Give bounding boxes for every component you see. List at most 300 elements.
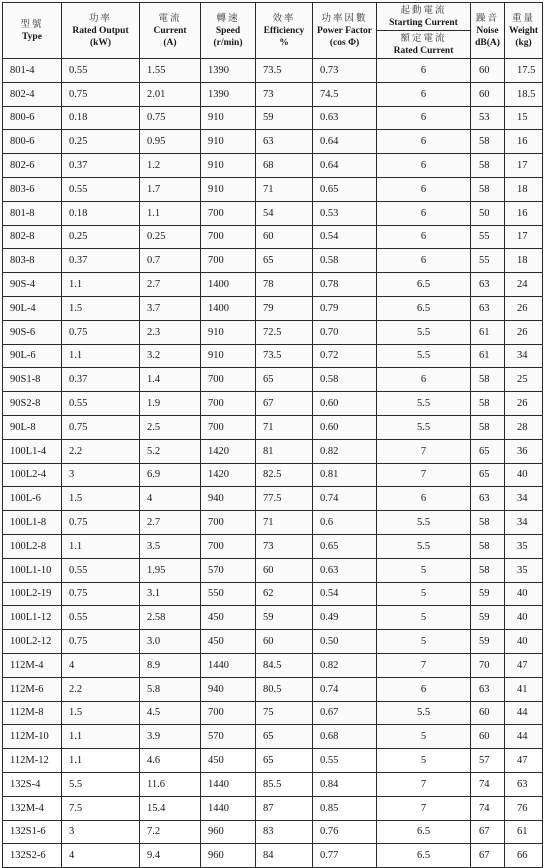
- cell-speed: 570: [201, 558, 256, 582]
- cell-noise: 58: [471, 392, 505, 416]
- cell-noise: 63: [471, 273, 505, 297]
- cell-speed: 1400: [201, 273, 256, 297]
- cell-current: 4.5: [140, 701, 201, 725]
- cell-speed: 960: [201, 820, 256, 844]
- cell-weight: 26: [505, 392, 543, 416]
- cell-efficiency: 71: [256, 511, 313, 535]
- cell-type: 90S2-8: [3, 392, 62, 416]
- cell-rated-output: 1.1: [62, 534, 140, 558]
- cell-current: 1.9: [140, 392, 201, 416]
- cell-rated-output: 0.18: [62, 201, 140, 225]
- cell-power-factor: 0.55: [313, 749, 377, 773]
- table-row: [3, 130, 543, 154]
- table-row: [3, 558, 543, 582]
- table-row: [3, 677, 543, 701]
- cell-speed: 1420: [201, 439, 256, 463]
- table-row: [3, 225, 543, 249]
- cell-rated-output: 3: [62, 820, 140, 844]
- cell-weight: 35: [505, 534, 543, 558]
- cell-current: 0.25: [140, 225, 201, 249]
- cell-weight: 63: [505, 772, 543, 796]
- cell-speed: 910: [201, 154, 256, 178]
- cell-current: 3.5: [140, 534, 201, 558]
- cell-rated-output: 1.5: [62, 487, 140, 511]
- cell-type: 112M-4: [3, 653, 62, 677]
- cell-efficiency: 77.5: [256, 487, 313, 511]
- cell-efficiency: 85.5: [256, 772, 313, 796]
- cell-current: 3.2: [140, 344, 201, 368]
- cell-starting-current: 6: [377, 487, 471, 511]
- cell-noise: 60: [471, 701, 505, 725]
- cell-type: 100L1-4: [3, 439, 62, 463]
- cell-speed: 1420: [201, 463, 256, 487]
- table-row: [3, 653, 543, 677]
- cell-starting-current: 6: [377, 59, 471, 83]
- cell-starting-current: 5.5: [377, 392, 471, 416]
- cell-current: 2.01: [140, 82, 201, 106]
- cell-rated-output: 0.75: [62, 511, 140, 535]
- cell-weight: 16: [505, 130, 543, 154]
- cell-current: 7.2: [140, 820, 201, 844]
- cell-current: 2.7: [140, 273, 201, 297]
- cell-current: 11.6: [140, 772, 201, 796]
- table-header: [3, 3, 543, 59]
- cell-power-factor: 0.58: [313, 249, 377, 273]
- cell-speed: 910: [201, 320, 256, 344]
- cell-weight: 40: [505, 582, 543, 606]
- cell-type: 132S-4: [3, 772, 62, 796]
- cell-noise: 61: [471, 344, 505, 368]
- table-row: [3, 439, 543, 463]
- table-row: [3, 59, 543, 83]
- cell-weight: 28: [505, 415, 543, 439]
- cell-starting-current: 6.5: [377, 844, 471, 868]
- cell-current: 1.4: [140, 368, 201, 392]
- table-row: [3, 415, 543, 439]
- cell-weight: 34: [505, 344, 543, 368]
- cell-weight: 26: [505, 296, 543, 320]
- cell-efficiency: 65: [256, 725, 313, 749]
- table-row: [3, 749, 543, 773]
- cell-power-factor: 74.5: [313, 82, 377, 106]
- cell-noise: 55: [471, 225, 505, 249]
- header-rated-current-bottom: 額定電流 Rated Current: [393, 33, 454, 56]
- cell-speed: 1440: [201, 796, 256, 820]
- cell-starting-current: 5.5: [377, 701, 471, 725]
- cell-rated-output: 0.75: [62, 582, 140, 606]
- cell-weight: 40: [505, 463, 543, 487]
- cell-speed: 940: [201, 677, 256, 701]
- cell-weight: 24: [505, 273, 543, 297]
- cell-noise: 58: [471, 368, 505, 392]
- cell-noise: 61: [471, 320, 505, 344]
- cell-power-factor: 0.54: [313, 225, 377, 249]
- cell-speed: 1440: [201, 772, 256, 796]
- cell-efficiency: 72.5: [256, 320, 313, 344]
- header-current: 電流 Current (A): [140, 3, 201, 59]
- cell-weight: 34: [505, 511, 543, 535]
- cell-power-factor: 0.67: [313, 701, 377, 725]
- cell-current: 6.9: [140, 463, 201, 487]
- cell-speed: 450: [201, 749, 256, 773]
- cell-noise: 63: [471, 296, 505, 320]
- cell-starting-current: 6: [377, 368, 471, 392]
- header-row: [3, 3, 543, 59]
- cell-current: 3.0: [140, 630, 201, 654]
- cell-weight: 40: [505, 606, 543, 630]
- cell-efficiency: 73: [256, 82, 313, 106]
- cell-noise: 58: [471, 177, 505, 201]
- header-efficiency: 效率 Efficiency %: [256, 3, 313, 59]
- cell-rated-output: 0.18: [62, 106, 140, 130]
- cell-weight: 15: [505, 106, 543, 130]
- cell-current: 3.9: [140, 725, 201, 749]
- table-row: [3, 320, 543, 344]
- cell-current: 2.7: [140, 511, 201, 535]
- cell-weight: 18.5: [505, 82, 543, 106]
- header-power-factor: 功率因數 Power Factor (cos Φ): [313, 3, 377, 59]
- cell-current: 4.6: [140, 749, 201, 773]
- cell-speed: 1440: [201, 653, 256, 677]
- cell-speed: 940: [201, 487, 256, 511]
- cell-power-factor: 0.68: [313, 725, 377, 749]
- cell-rated-output: 4: [62, 844, 140, 868]
- cell-type: 112M-6: [3, 677, 62, 701]
- cell-efficiency: 81: [256, 439, 313, 463]
- cell-noise: 50: [471, 201, 505, 225]
- cell-power-factor: 0.64: [313, 130, 377, 154]
- header-type: 型號 Type: [3, 3, 62, 59]
- cell-speed: 570: [201, 725, 256, 749]
- cell-noise: 60: [471, 82, 505, 106]
- cell-rated-output: 0.37: [62, 154, 140, 178]
- cell-weight: 44: [505, 701, 543, 725]
- cell-speed: 450: [201, 630, 256, 654]
- table-body: [3, 59, 543, 868]
- cell-weight: 41: [505, 677, 543, 701]
- cell-noise: 65: [471, 439, 505, 463]
- cell-type: 100L1-8: [3, 511, 62, 535]
- cell-starting-current: 6: [377, 225, 471, 249]
- cell-power-factor: 0.84: [313, 772, 377, 796]
- cell-weight: 25: [505, 368, 543, 392]
- cell-speed: 700: [201, 225, 256, 249]
- cell-efficiency: 59: [256, 106, 313, 130]
- cell-noise: 58: [471, 558, 505, 582]
- cell-weight: 36: [505, 439, 543, 463]
- cell-efficiency: 60: [256, 558, 313, 582]
- table-row: [3, 463, 543, 487]
- cell-power-factor: 0.63: [313, 558, 377, 582]
- cell-power-factor: 0.85: [313, 796, 377, 820]
- table-row: [3, 249, 543, 273]
- cell-efficiency: 73: [256, 534, 313, 558]
- cell-current: 5.2: [140, 439, 201, 463]
- cell-speed: 700: [201, 201, 256, 225]
- cell-speed: 910: [201, 344, 256, 368]
- cell-efficiency: 59: [256, 606, 313, 630]
- table-row: [3, 154, 543, 178]
- cell-weight: 17: [505, 154, 543, 178]
- cell-starting-current: 5.5: [377, 511, 471, 535]
- cell-type: 100L2-19: [3, 582, 62, 606]
- cell-power-factor: 0.58: [313, 368, 377, 392]
- cell-starting-current: 7: [377, 439, 471, 463]
- cell-current: 3.1: [140, 582, 201, 606]
- header-noise: 躁音 Noise dB(A): [471, 3, 505, 59]
- header-starting-current-top: 起動電流 Starting Current: [377, 3, 470, 31]
- cell-efficiency: 78: [256, 273, 313, 297]
- cell-noise: 58: [471, 511, 505, 535]
- cell-current: 9.4: [140, 844, 201, 868]
- cell-rated-output: 0.37: [62, 249, 140, 273]
- cell-efficiency: 60: [256, 225, 313, 249]
- cell-type: 90L-4: [3, 296, 62, 320]
- cell-speed: 1400: [201, 296, 256, 320]
- cell-noise: 60: [471, 59, 505, 83]
- cell-type: 100L2-4: [3, 463, 62, 487]
- cell-starting-current: 5: [377, 558, 471, 582]
- cell-power-factor: 0.60: [313, 392, 377, 416]
- cell-noise: 59: [471, 582, 505, 606]
- cell-rated-output: 0.75: [62, 415, 140, 439]
- cell-weight: 18: [505, 177, 543, 201]
- table-row: [3, 534, 543, 558]
- cell-starting-current: 6: [377, 106, 471, 130]
- cell-efficiency: 65: [256, 749, 313, 773]
- cell-starting-current: 6: [377, 177, 471, 201]
- cell-current: 4: [140, 487, 201, 511]
- cell-efficiency: 68: [256, 154, 313, 178]
- cell-speed: 700: [201, 415, 256, 439]
- cell-starting-current: 5: [377, 749, 471, 773]
- cell-efficiency: 63: [256, 130, 313, 154]
- cell-rated-output: 1.1: [62, 725, 140, 749]
- cell-noise: 63: [471, 677, 505, 701]
- cell-weight: 35: [505, 558, 543, 582]
- cell-power-factor: 0.74: [313, 487, 377, 511]
- cell-starting-current: 6.5: [377, 820, 471, 844]
- cell-weight: 40: [505, 630, 543, 654]
- cell-weight: 44: [505, 725, 543, 749]
- cell-efficiency: 60: [256, 630, 313, 654]
- cell-starting-current: 6: [377, 82, 471, 106]
- cell-type: 90L-8: [3, 415, 62, 439]
- cell-speed: 910: [201, 106, 256, 130]
- cell-noise: 57: [471, 749, 505, 773]
- cell-noise: 70: [471, 653, 505, 677]
- cell-type: 800-6: [3, 106, 62, 130]
- header-rated-output: 功率 Rated Output (kW): [62, 3, 140, 59]
- table-row: [3, 772, 543, 796]
- cell-starting-current: 5: [377, 582, 471, 606]
- cell-starting-current: 6: [377, 677, 471, 701]
- cell-power-factor: 0.53: [313, 201, 377, 225]
- cell-power-factor: 0.77: [313, 844, 377, 868]
- cell-type: 800-6: [3, 130, 62, 154]
- cell-power-factor: 0.82: [313, 439, 377, 463]
- table-row: [3, 82, 543, 106]
- cell-type: 801-4: [3, 59, 62, 83]
- cell-noise: 53: [471, 106, 505, 130]
- cell-noise: 74: [471, 772, 505, 796]
- cell-rated-output: 1.1: [62, 273, 140, 297]
- cell-starting-current: 6: [377, 201, 471, 225]
- cell-current: 1.1: [140, 201, 201, 225]
- cell-noise: 58: [471, 130, 505, 154]
- cell-weight: 26: [505, 320, 543, 344]
- cell-power-factor: 0.49: [313, 606, 377, 630]
- cell-power-factor: 0.81: [313, 463, 377, 487]
- cell-type: 90S-6: [3, 320, 62, 344]
- cell-rated-output: 1.1: [62, 749, 140, 773]
- cell-type: 90L-6: [3, 344, 62, 368]
- cell-rated-output: 2.2: [62, 439, 140, 463]
- cell-current: 0.7: [140, 249, 201, 273]
- cell-power-factor: 0.65: [313, 534, 377, 558]
- cell-speed: 700: [201, 249, 256, 273]
- cell-starting-current: 5.5: [377, 344, 471, 368]
- cell-power-factor: 0.64: [313, 154, 377, 178]
- cell-power-factor: 0.72: [313, 344, 377, 368]
- cell-speed: 1390: [201, 82, 256, 106]
- cell-efficiency: 87: [256, 796, 313, 820]
- cell-weight: 18: [505, 249, 543, 273]
- cell-current: 1.2: [140, 154, 201, 178]
- cell-rated-output: 1.5: [62, 701, 140, 725]
- cell-rated-output: 7.5: [62, 796, 140, 820]
- cell-rated-output: 0.75: [62, 82, 140, 106]
- cell-power-factor: 0.78: [313, 273, 377, 297]
- cell-starting-current: 7: [377, 772, 471, 796]
- cell-type: 100L2-12: [3, 630, 62, 654]
- cell-starting-current: 7: [377, 653, 471, 677]
- cell-weight: 17.5: [505, 59, 543, 83]
- cell-starting-current: 7: [377, 463, 471, 487]
- cell-noise: 59: [471, 630, 505, 654]
- table-row: [3, 296, 543, 320]
- cell-starting-current: 5.5: [377, 320, 471, 344]
- cell-current: 2.58: [140, 606, 201, 630]
- cell-current: 1.55: [140, 59, 201, 83]
- header-starting-current: [377, 3, 471, 59]
- cell-efficiency: 73.5: [256, 344, 313, 368]
- cell-current: 3.7: [140, 296, 201, 320]
- table-row: [3, 796, 543, 820]
- cell-power-factor: 0.70: [313, 320, 377, 344]
- table-row: [3, 844, 543, 868]
- cell-speed: 700: [201, 701, 256, 725]
- cell-type: 132S2-6: [3, 844, 62, 868]
- cell-noise: 59: [471, 606, 505, 630]
- cell-speed: 700: [201, 511, 256, 535]
- cell-power-factor: 0.76: [313, 820, 377, 844]
- cell-type: 100L-6: [3, 487, 62, 511]
- table-row: [3, 701, 543, 725]
- cell-rated-output: 0.75: [62, 630, 140, 654]
- cell-power-factor: 0.50: [313, 630, 377, 654]
- cell-efficiency: 65: [256, 249, 313, 273]
- cell-speed: 700: [201, 368, 256, 392]
- cell-speed: 1390: [201, 59, 256, 83]
- table-row: [3, 630, 543, 654]
- cell-rated-output: 0.55: [62, 392, 140, 416]
- cell-type: 132S1-6: [3, 820, 62, 844]
- cell-type: 112M-10: [3, 725, 62, 749]
- table-row: [3, 582, 543, 606]
- cell-efficiency: 67: [256, 392, 313, 416]
- table-row: [3, 273, 543, 297]
- cell-starting-current: 5: [377, 630, 471, 654]
- cell-weight: 34: [505, 487, 543, 511]
- motor-spec-table: [2, 2, 543, 868]
- cell-noise: 74: [471, 796, 505, 820]
- cell-efficiency: 54: [256, 201, 313, 225]
- cell-speed: 910: [201, 177, 256, 201]
- cell-starting-current: 5.5: [377, 534, 471, 558]
- cell-rated-output: 2.2: [62, 677, 140, 701]
- table-row: [3, 177, 543, 201]
- cell-rated-output: 4: [62, 653, 140, 677]
- cell-current: 1.7: [140, 177, 201, 201]
- cell-current: 0.95: [140, 130, 201, 154]
- cell-power-factor: 0.6: [313, 511, 377, 535]
- cell-speed: 450: [201, 606, 256, 630]
- cell-type: 90S-4: [3, 273, 62, 297]
- cell-efficiency: 73.5: [256, 59, 313, 83]
- cell-starting-current: 6.5: [377, 273, 471, 297]
- header-weight: 重量 Weight (kg): [505, 3, 543, 59]
- cell-speed: 910: [201, 130, 256, 154]
- cell-current: 8.9: [140, 653, 201, 677]
- cell-noise: 67: [471, 844, 505, 868]
- cell-rated-output: 0.55: [62, 177, 140, 201]
- cell-type: 802-8: [3, 225, 62, 249]
- table-row: [3, 368, 543, 392]
- cell-rated-output: 0.25: [62, 130, 140, 154]
- cell-current: 1.95: [140, 558, 201, 582]
- cell-noise: 58: [471, 154, 505, 178]
- cell-power-factor: 0.79: [313, 296, 377, 320]
- cell-starting-current: 6.5: [377, 296, 471, 320]
- cell-noise: 55: [471, 249, 505, 273]
- cell-starting-current: 5: [377, 606, 471, 630]
- cell-weight: 47: [505, 653, 543, 677]
- cell-rated-output: 0.55: [62, 59, 140, 83]
- cell-efficiency: 75: [256, 701, 313, 725]
- cell-efficiency: 84: [256, 844, 313, 868]
- cell-speed: 700: [201, 392, 256, 416]
- cell-power-factor: 0.65: [313, 177, 377, 201]
- cell-efficiency: 82.5: [256, 463, 313, 487]
- cell-power-factor: 0.54: [313, 582, 377, 606]
- cell-type: 802-6: [3, 154, 62, 178]
- cell-weight: 61: [505, 820, 543, 844]
- cell-noise: 67: [471, 820, 505, 844]
- cell-weight: 66: [505, 844, 543, 868]
- cell-starting-current: 6: [377, 130, 471, 154]
- cell-rated-output: 1.1: [62, 344, 140, 368]
- cell-rated-output: 3: [62, 463, 140, 487]
- cell-current: 5.8: [140, 677, 201, 701]
- cell-efficiency: 79: [256, 296, 313, 320]
- table-row: [3, 106, 543, 130]
- cell-rated-output: 5.5: [62, 772, 140, 796]
- cell-power-factor: 0.63: [313, 106, 377, 130]
- cell-rated-output: 0.25: [62, 225, 140, 249]
- cell-rated-output: 1.5: [62, 296, 140, 320]
- table-row: [3, 606, 543, 630]
